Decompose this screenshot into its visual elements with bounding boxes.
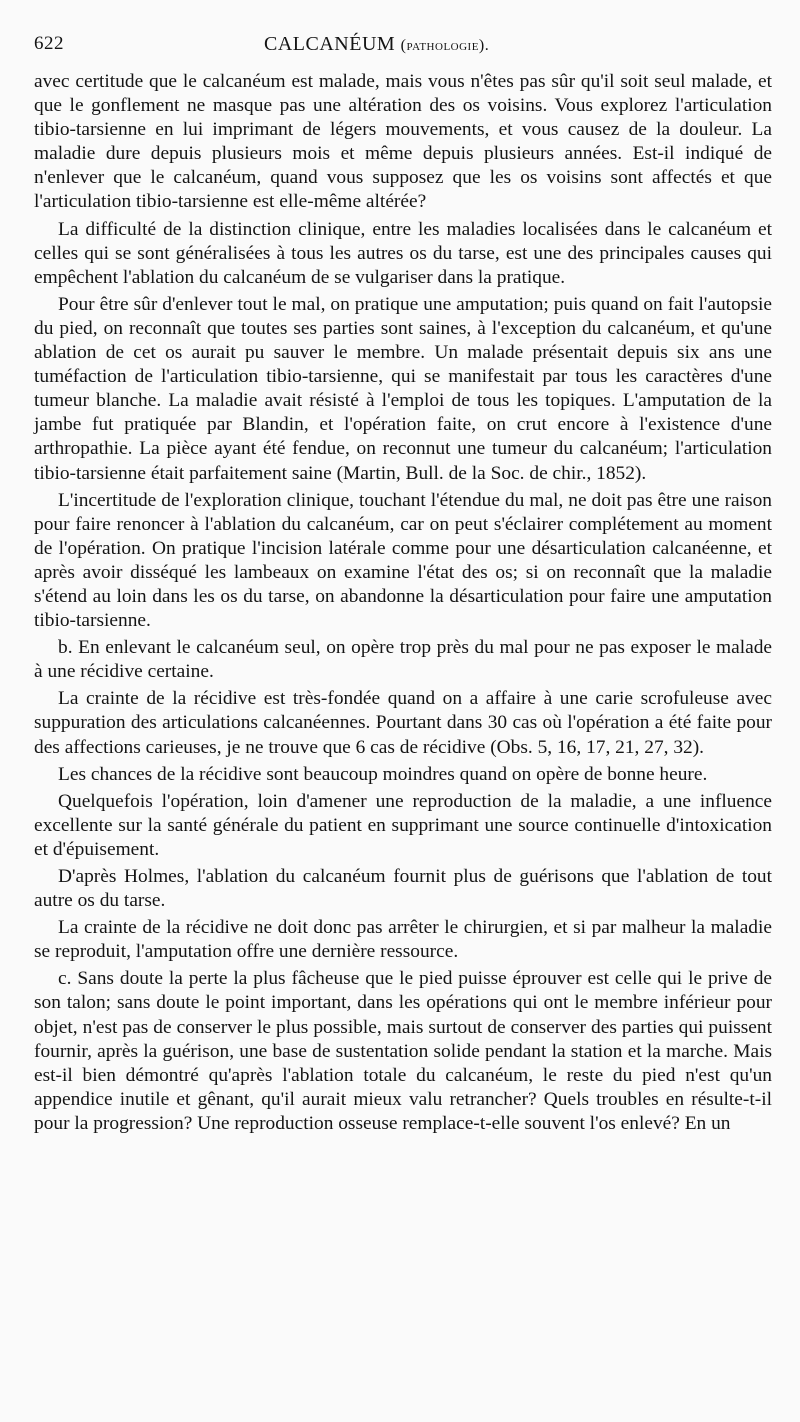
paragraph-9: D'après Holmes, l'ablation du calcanéum fournit plus de guérisons que l'ablation de tout autre os du tarse. [34,866,772,912]
paragraph-2: La difficulté de la distinction clinique, entre les maladies localisées dans le calcanéum et celles qui se sont généralisées à tous les autres os du tarse, est une des principales causes qui empêchent l'ablation du calcanéum de se vulgariser dans la pratique. [34,218,772,288]
paragraph-8: Quelquefois l'opération, loin d'amener une reproduction de la maladie, a une influence excellente sur la santé générale du patient en supprimant une source continuelle d'intoxication et d'épuisement. [34,790,772,860]
paragraph-3: Pour être sûr d'enlever tout le mal, on pratique une amputation; puis quand on fait l'autopsie du pied, on reconnaît que toutes ses parties sont saines, à l'exception du calcanéum, et qu'une ablation de cet os aurait pu sauver le membre. Un malade présentait depuis six ans une tuméfaction de l'articulation tibio-tarsienne, qui se manifestait par tous les caractères d'une tumeur blanche. La maladie avait résisté à l'emploi de tous les topiques. L'amputation de la jambe fut pratiquée par Blandin, et l'opération faite, on crut encore à l'existence d'une arthropathie. La pièce ayant été fendue, on reconnut une tumeur du calcanéum; l'articulation tibio-tarsienne était parfaitement saine (Martin, Bull. de la Soc. de chir., 1852). [34,293,772,484]
running-title [264,33,489,56]
paragraph-7: Les chances de la récidive sont beaucoup moindres quand on opère de bonne heure. [58,763,708,785]
page-header [34,33,766,63]
page-number: 622 [34,33,64,54]
running-title-sub: (pathologie). [400,37,490,54]
paragraph-1: avec certitude que le calcanéum est malade, mais vous n'êtes pas sûr qu'il soit seul malade, et que le gonflement ne masque pas une altération des os voisins. Vous explorez l'articulation tibio-tarsienne en lui imprimant de légers mouvements, et vous causez de la douleur. La maladie dure depuis plusieurs mois et même depuis plusieurs années. Est-il indiqué de n'enlever que le calcanéum, quand vous supposez que les os voisins sont affectés et que l'articulation tibio-tarsienne est elle-même altérée? [34,71,772,213]
paragraph-10: La crainte de la récidive ne doit donc pas arrêter le chirurgien, et si par malheur la maladie se reproduit, l'amputation offre une dernière ressource. [34,917,772,963]
page-body [34,70,772,1139]
running-title-main: CALCANÉUM [264,33,396,55]
paragraph-6: La crainte de la récidive est très-fondée quand on a affaire à une carie scrofuleuse avec suppuration des articulations calcanéennes. Pourtant dans 30 cas où l'opération a été faite pour des affections carieuses, je ne trouve que 6 cas de récidive (Obs. 5, 16, 17, 21, 27, 32). [34,688,772,758]
paragraph-4: L'incertitude de l'exploration clinique, touchant l'étendue du mal, ne doit pas être une raison pour faire renoncer à l'ablation du calcanéum, car on peut s'éclairer complétement au moment de l'opération. On pratique l'incision latérale comme pour une désarticulation calcanéenne, et après avoir disséqué les lambeaux on examine l'état des os; si on reconnaît que la maladie s'étend au loin dans les os du tarse, on abandonne la désarticulation pour faire une amputation tibio-tarsienne. [34,489,772,632]
paragraph-11: c. Sans doute la perte la plus fâcheuse que le pied puisse éprouver est celle qui le prive de son talon; sans doute le point important, dans les opérations qui ont le membre inférieur pour objet, n'est pas de conserver le plus possible, mais surtout de conserver des parties qui puissent fournir, après la guérison, une base de sustentation solide pendant la station et la marche. Mais est-il bien démontré qu'après l'ablation totale du calcanéum, le reste du pied n'est qu'un appendice inutile et gênant, qu'il aurait mieux valu retrancher? Quels troubles en résulte-t-il pour la progression? Une reproduction osseuse remplace-t-elle souvent l'os enlevé? En un [34,968,772,1134]
paragraph-5: b. En enlevant le calcanéum seul, on opère trop près du mal pour ne pas exposer le malade à une récidive certaine. [34,637,772,683]
